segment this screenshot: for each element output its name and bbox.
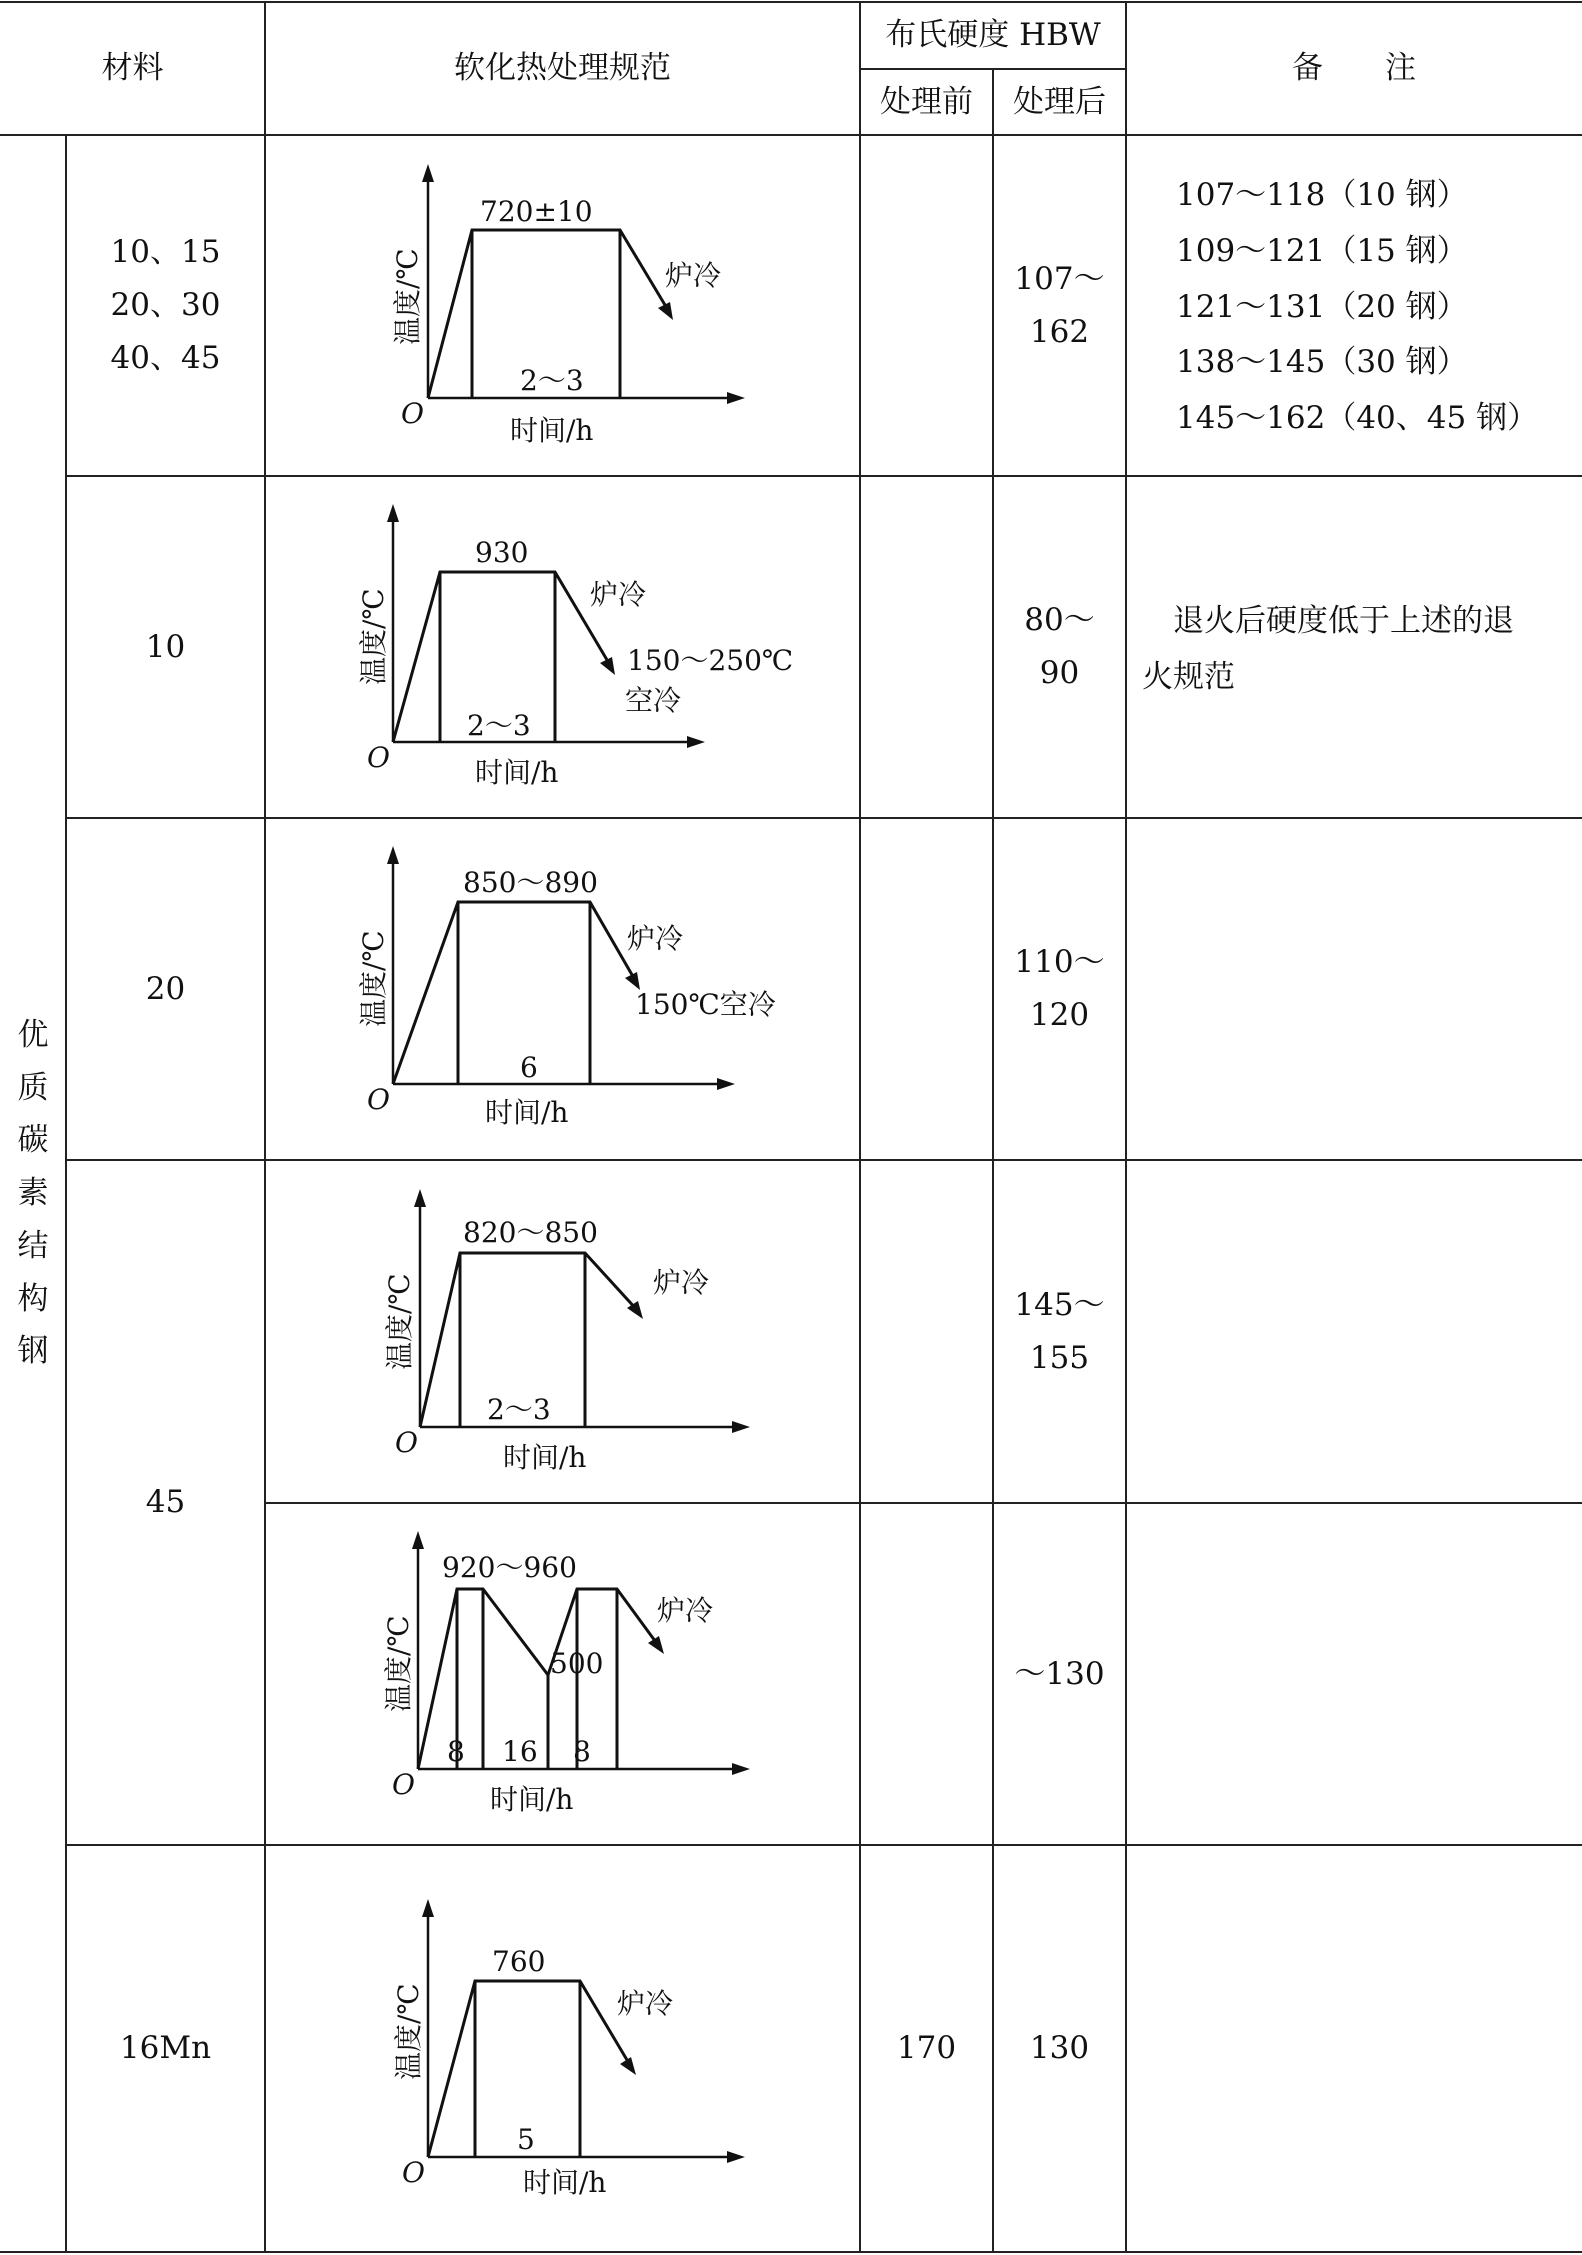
hardness-after: 130 xyxy=(1029,2030,1090,2067)
origin-label: O xyxy=(367,1083,390,1116)
origin-label: O xyxy=(401,397,424,430)
hardness-after xyxy=(993,135,1126,476)
material-line: 20、30 xyxy=(110,287,221,324)
hardness-after xyxy=(993,1160,1126,1503)
cooling-label: 150℃空冷 xyxy=(635,988,776,1021)
group-char: 质 xyxy=(17,1069,49,1106)
hardness-after-line: 120 xyxy=(1029,997,1090,1033)
remark-line: 火规范 xyxy=(1142,658,1235,695)
group-char: 构 xyxy=(17,1280,49,1317)
heat-treatment-diagram xyxy=(370,1527,770,1827)
hardness-after xyxy=(993,818,1126,1160)
x-axis-label: 时间/h xyxy=(490,1783,574,1816)
origin-label: O xyxy=(392,1768,415,1801)
header-after: 处理后 xyxy=(1013,83,1106,120)
header-before: 处理前 xyxy=(880,83,973,120)
hardness-after xyxy=(993,476,1126,818)
cooling-label: 炉冷 xyxy=(617,1987,674,2020)
temp-label: 760 xyxy=(492,1945,546,1978)
cooling-label: 炉冷 xyxy=(653,1266,710,1299)
heat-treatment-diagram xyxy=(345,500,795,800)
origin-label: O xyxy=(395,1426,418,1459)
heat-treatment-diagram xyxy=(380,1895,760,2195)
cooling-label: 空冷 xyxy=(625,684,682,717)
header-hardness: 布氏硬度 HBW xyxy=(885,17,1101,54)
heat-treatment-diagram xyxy=(345,842,795,1142)
time-label: 8 xyxy=(447,1735,465,1768)
hardness-after-line: 110～ xyxy=(1014,944,1105,981)
group-label xyxy=(0,135,66,2252)
material-line: 10、15 xyxy=(110,234,221,271)
material-cell: 16Mn xyxy=(119,2030,212,2067)
material-cell: 10 xyxy=(145,628,186,665)
material-cell: 20 xyxy=(145,970,186,1007)
origin-label: O xyxy=(402,2156,425,2189)
time-label: 6 xyxy=(520,1051,538,1084)
remark-line: 121～131（20 钢） xyxy=(1176,288,1468,325)
time-label: 8 xyxy=(573,1735,591,1768)
material-cell xyxy=(66,135,265,476)
y-axis-label: 温度/℃ xyxy=(382,1615,415,1712)
hardness-after-line: 155 xyxy=(1029,1339,1090,1376)
y-axis-label: 温度/℃ xyxy=(391,248,424,345)
origin-label: O xyxy=(367,741,390,774)
header-remarks: 备 注 xyxy=(1292,50,1416,87)
cooling-label: 150～250℃ xyxy=(627,644,794,677)
temp-label: 850～890 xyxy=(463,866,598,899)
time-label: 16 xyxy=(502,1735,538,1768)
heat-treatment-diagram xyxy=(375,160,755,460)
heat-treatment-diagram xyxy=(375,1185,775,1485)
time-label: 2～3 xyxy=(487,1393,551,1426)
remark-line: 145～162（40、45 钢） xyxy=(1176,400,1539,437)
x-axis-label: 时间/h xyxy=(523,2166,607,2195)
temp-label: 500 xyxy=(550,1647,604,1680)
time-label: 2～3 xyxy=(467,709,531,742)
remark-line: 109～121（15 钢） xyxy=(1176,232,1468,269)
group-char: 碳 xyxy=(17,1122,49,1159)
y-axis-label: 温度/℃ xyxy=(392,1983,425,2080)
group-char: 素 xyxy=(17,1175,49,1212)
remarks-text xyxy=(1142,594,1514,706)
cooling-label: 炉冷 xyxy=(665,259,722,292)
group-char: 结 xyxy=(17,1227,49,1264)
cooling-label: 炉冷 xyxy=(657,1594,714,1627)
hardness-after-line: 90 xyxy=(1039,655,1080,691)
x-axis-label: 时间/h xyxy=(503,1441,587,1474)
group-char: 优 xyxy=(17,1017,49,1054)
x-axis-label: 时间/h xyxy=(510,414,594,447)
y-axis-label: 温度/℃ xyxy=(357,930,390,1027)
header-material: 材料 xyxy=(101,50,164,87)
material-cell: 45 xyxy=(145,1484,186,1521)
x-axis-label: 时间/h xyxy=(485,1096,569,1129)
remarks-list xyxy=(1176,168,1538,447)
cooling-label: 炉冷 xyxy=(590,578,647,611)
header-spec: 软化热处理规范 xyxy=(454,50,671,87)
temp-label: 920～960 xyxy=(442,1551,577,1584)
material-line: 40、45 xyxy=(110,339,221,376)
hardness-after-line: 80～ xyxy=(1024,602,1095,639)
x-axis-label: 时间/h xyxy=(475,756,559,789)
temp-label: 720±10 xyxy=(480,195,593,228)
cooling-label: 炉冷 xyxy=(627,922,684,955)
y-axis-label: 温度/℃ xyxy=(357,588,390,685)
y-axis-label: 温度/℃ xyxy=(383,1273,416,1370)
time-label: 2～3 xyxy=(520,364,584,397)
time-label: 5 xyxy=(517,2123,535,2156)
temp-label: 820～850 xyxy=(463,1216,598,1249)
remark-line: 107～118（10 钢） xyxy=(1176,177,1468,213)
hardness-after: ～130 xyxy=(1014,1655,1105,1692)
group-char: 钢 xyxy=(17,1333,49,1370)
remark-line: 退火后硬度低于上述的退 xyxy=(1142,603,1514,639)
remark-line: 138～145（30 钢） xyxy=(1176,344,1468,381)
hardness-after-line: 107～ xyxy=(1014,260,1105,297)
temp-label: 930 xyxy=(475,536,529,569)
hardness-after-line: 145～ xyxy=(1014,1286,1105,1323)
hardness-before: 170 xyxy=(896,2030,957,2067)
hardness-after-line: 162 xyxy=(1029,313,1090,350)
